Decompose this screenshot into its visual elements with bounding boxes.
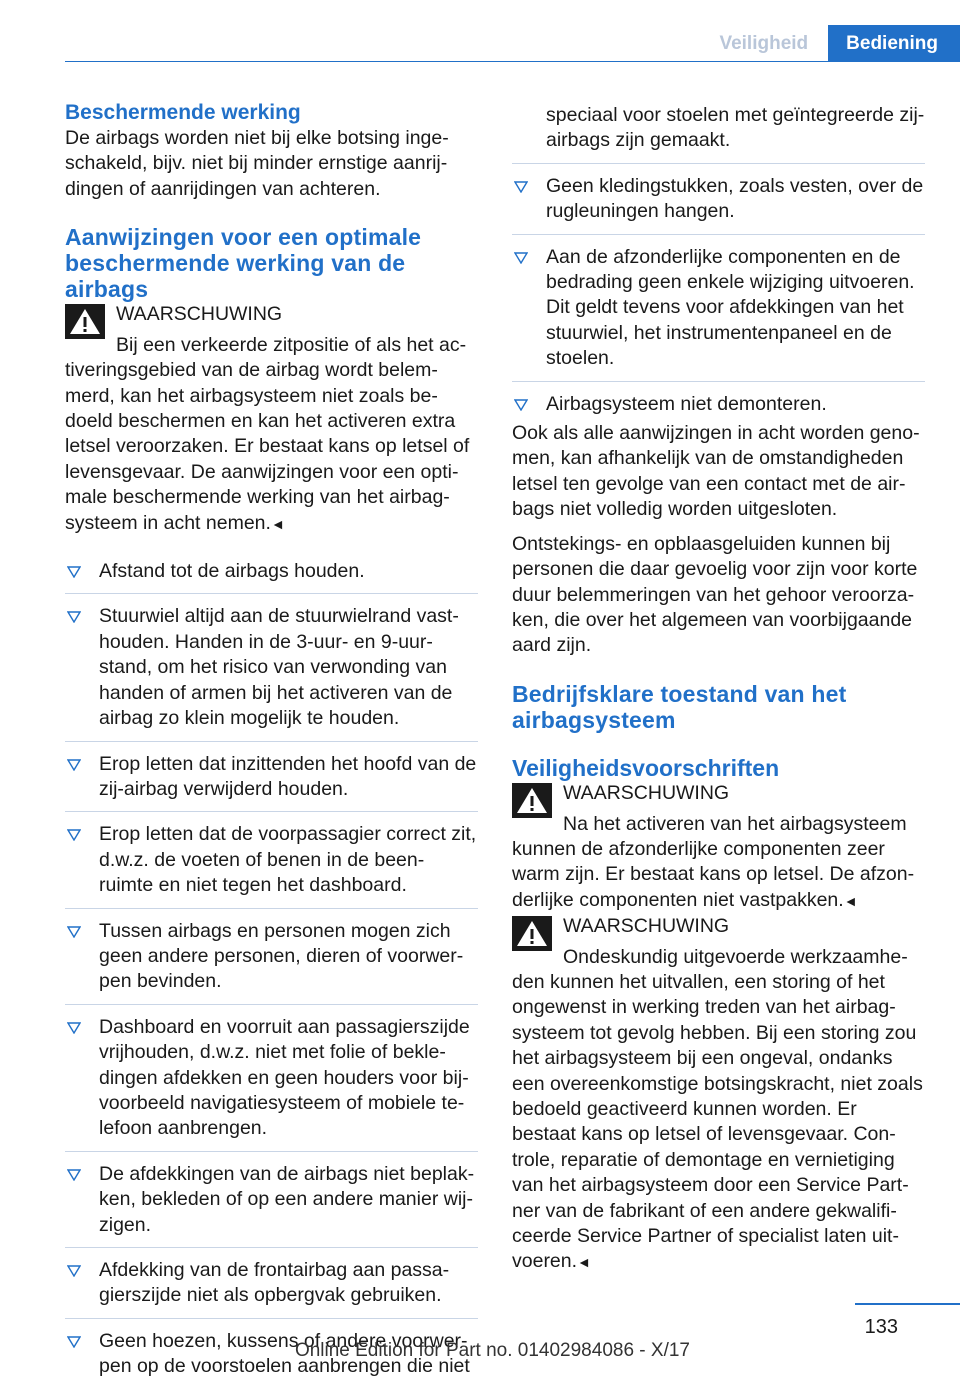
left-column (65, 100, 478, 1400)
bullet-triangle-icon (67, 1022, 81, 1034)
bullet-triangle-icon (67, 759, 81, 771)
warning-title: WAARSCHUWING (563, 914, 730, 937)
warning-title: WAARSCHUWING (563, 781, 730, 804)
list-item: Geen hoezen, kussens of andere voorwer-pen op de voorstoelen aanbrengen die niet (65, 1329, 478, 1390)
heading-safety: Veiligheidsvoorschriften (512, 754, 780, 781)
bullet-triangle-icon (514, 181, 528, 193)
list-item: Geen kledingstukken, zoals vesten, over de rugleuningen hangen. (512, 174, 925, 235)
heading-protective: Beschermende werking (65, 101, 301, 124)
warning-title: WAARSCHUWING (116, 303, 283, 326)
warning-first-line: Bij een verkeerde zitpositie of als het ac- (116, 334, 467, 357)
footer-edition: Online Edition for Part no. 01402984086 - X/17 (294, 1340, 690, 1361)
list-item: Airbagsysteem niet demonteren. (512, 392, 925, 421)
list-item: Dashboard en voorruit aan passagierszijde vrijhouden, d.w.z. niet met folie of bekle-dingen afdekken en geen houders voor bij-voorbeeld navigatiesysteem of mobiele te-lefoon aanbrengen. (65, 1015, 478, 1152)
page-number: 133 (864, 1316, 898, 1338)
list-item: Afstand tot de airbags houden. (65, 559, 478, 594)
warning-first-line: Ondeskundig uitgevoerde werkzaamhe- (563, 945, 908, 968)
bullet-list-right (512, 174, 925, 421)
header-tabs (699, 25, 960, 62)
paragraph-protective: De airbags worden niet bij elke botsing inge-schakeld, bijv. niet bij minder ernstige aanrij-dingen of aanrijdingen van achteren. (65, 127, 449, 200)
list-item: Erop letten dat inzittenden het hoofd van de zij-airbag verwijderd houden. (65, 752, 478, 813)
footer-rule (855, 1303, 960, 1305)
end-mark-icon: ◄ (843, 892, 858, 909)
warning-block (65, 302, 478, 537)
list-item: Erop letten dat de voorpassagier correct zit, d.w.z. de voeten of benen in de been-ruimte en niet tegen het dashboard. (65, 822, 478, 908)
warning-icon (65, 304, 105, 339)
bullet-triangle-icon (514, 399, 528, 411)
list-item: De afdekkingen van de airbags niet beplak-ken, bekleden of op een andere manier wij-zigen. (65, 1162, 478, 1248)
end-mark-icon: ◄ (270, 515, 285, 532)
bullet-triangle-icon (67, 1336, 81, 1348)
bullet-triangle-icon (67, 1169, 81, 1181)
bullet-triangle-icon (67, 566, 81, 578)
bullet-triangle-icon (514, 252, 528, 264)
tab-veiligheid[interactable]: Veiligheid (719, 33, 809, 54)
list-item: Stuurwiel altijd aan de stuurwielrand vast-houden. Handen in de 3-uur- en 9-uur-stand, om het risico van verwonding van handen of armen bij het activeren van de airbag zo klein mogelijk te houden. (65, 604, 478, 741)
bullet-list-left (65, 559, 478, 1390)
warning-first-line: Na het activeren van het airbagsysteem (563, 812, 907, 835)
bullet-triangle-icon (67, 829, 81, 841)
warning-text: kunnen de afzonderlijke componenten zeer warm zijn. Er bestaat kans op letsel. De afzon-derlijke componenten niet vastpakken. (512, 837, 915, 911)
warning-text: tiveringsgebied van de airbag wordt belem-merd, kan het airbagsysteem niet zoals be-doeld beschermen en kan het activeren extra letsel veroorzaken. Er bestaat kans op letsel of levensgevaar. De aanwijzingen voor een opti-male beschermende werking van het airbag-systeem in acht nemen. (65, 359, 470, 534)
warning-text: den kunnen het uitvallen, een storing of het ongewenst in werking treden van het airbag-systeem tot gevolg hebben. Bij een storing zou het airbagsysteem bij een ongeval, ondanks een overeenkomstige botsingskracht, niet zoals bedoeld geactiveerd kunnen worden. Er bestaat kans op letsel of levensgevaar. Con-trole, reparatie of demontage en vernietiging van het airbagsysteem door een Service Part-ner van de fabrikant of een andere gekwalifi-ceerde Service Partner of specialist laten uit-voeren. (512, 970, 923, 1273)
paragraph-noise: Ontstekings- en opblaasgeluiden kunnen bij personen die daar gevoelig voor zijn voor korte duur belemmeringen van het gehoor veroorza-ken, die over het algemeen van voorbijgaande aard zijn. (512, 532, 918, 657)
warning-icon (512, 783, 552, 818)
bullet-triangle-icon (67, 1265, 81, 1277)
paragraph-contact: Ook als alle aanwijzingen in acht worden geno-men, kan afhankelijk van de omstandigheden letsel ten gevolge van een contact met de air-bags niet volledig worden uitgesloten. (512, 422, 920, 521)
list-item: Afdekking van de frontairbag aan passa-gierszijde niet als opbergvak gebruiken. (65, 1258, 478, 1319)
heading-notes: Aanwijzingen voor een optimale beschermende werking van de airbags (65, 224, 422, 303)
right-column (512, 103, 925, 1276)
warning-block (512, 914, 925, 1276)
heading-ready-state: Bedrijfsklare toestand van het airbagsysteem (512, 680, 847, 733)
end-mark-icon: ◄ (577, 1254, 591, 1271)
warning-icon (512, 916, 552, 951)
header-rule (65, 61, 960, 62)
bullet-triangle-icon (67, 926, 81, 938)
list-item: Tussen airbags en personen mogen zich geen andere personen, dieren of voorwer-pen bevinden. (65, 919, 478, 1005)
tab-bediening[interactable]: Bediening (828, 25, 960, 62)
bullet-triangle-icon (67, 611, 81, 623)
warning-block (512, 781, 925, 914)
list-item: Aan de afzonderlijke componenten en de bedrading geen enkele wijziging uitvoeren. Dit geldt tevens voor afdekkingen van het stuurwiel, het instrumentenpaneel en de stoelen. (512, 245, 925, 382)
list-item-continuation: speciaal voor stoelen met geïntegreerde zij-airbags zijn gemaakt. (512, 103, 925, 164)
